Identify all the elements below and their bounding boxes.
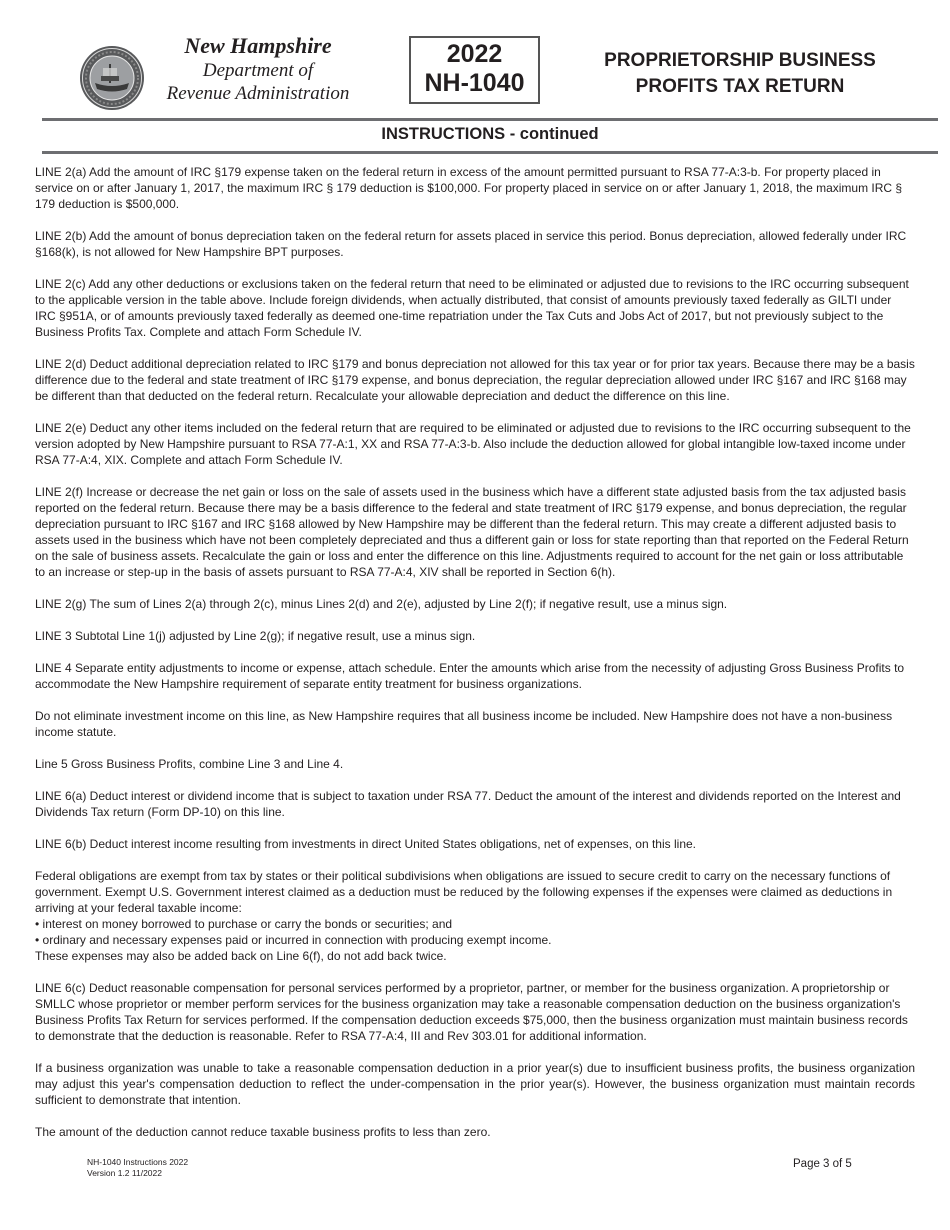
agency-department: Department of bbox=[202, 60, 314, 81]
paragraph-line-5: Line 5 Gross Business Profits, combine Line 3 and Line 4. bbox=[35, 757, 344, 771]
paragraph-line-2b: LINE 2(b) Add the amount of bonus depreciation taken on the federal return for assets placed in service this period. Bonus depreciation, allowed federally under IRC §168(k), is not allowed for New Hampshire BPT purposes. bbox=[35, 229, 907, 259]
paragraph-line-4: LINE 4 Separate entity adjustments to income or expense, attach schedule. Enter the amounts which arise from the necessity of adjusting Gross Business Profits to accommodate the New Hampshire requirement of separate entity treatment for business organizations. bbox=[35, 661, 905, 691]
paragraph-investment-income: Do not eliminate investment income on this line, as New Hampshire requires that all business income be included. New Hampshire does not have a non-business income statute. bbox=[35, 709, 893, 739]
form-title bbox=[590, 48, 890, 100]
section-heading: INSTRUCTIONS - continued bbox=[381, 125, 599, 143]
state-seal-icon bbox=[79, 45, 145, 111]
paragraph-line-2c: LINE 2(c) Add any other deductions or exclusions taken on the federal return that need to be eliminated or adjusted due to revisions to the IRC occurring subsequent to the applicable version in the table above. Include foreign dividends, when actually distributed, that consist of amounts previously taxed federally as GILTI under IRC §951A, or of amounts previously taxed federally as deemed one-time repatriation under the Tax Cuts and Jobs Act of 2017, but not previously subject to the Business Profits Tax. Complete and attach Form Schedule IV. bbox=[35, 277, 909, 339]
form-title-line2: PROFITS TAX RETURN bbox=[635, 76, 845, 97]
bullet-interest-on-money: • interest on money borrowed to purchase or carry the bonds or securities; and bbox=[35, 917, 453, 931]
form-id-box bbox=[409, 36, 540, 104]
footer-document-info bbox=[87, 1157, 188, 1179]
agency-state: New Hampshire bbox=[184, 33, 332, 58]
paragraph-line-6c: LINE 6(c) Deduct reasonable compensation for personal services performed by a proprietor, partner, or member for the business organization. A proprietorship or SMLLC whose proprietor or member perform services for the business organization may take a reasonable compensation deduction on the business organization's Business Profits Tax Return for services performed. If the compensation deduction exceeds $75,000, then the business organization must maintain business records to demonstrate that the deduction is reasonable. Refer to RSA 77-A:4, III and Rev 303.01 for additional information. bbox=[35, 981, 908, 1043]
agency-block bbox=[150, 33, 366, 105]
paragraph-line-2g: LINE 2(g) The sum of Lines 2(a) through 2(c), minus Lines 2(d) and 2(e), adjusted by Line 2(f); if negative result, use a minus sign. bbox=[35, 597, 728, 611]
paragraph-line-2d: LINE 2(d) Deduct additional depreciation related to IRC §179 and bonus depreciation not allowed for this tax year or for prior tax years. Because there may be a basis difference due to the federal and state treatment of IRC §179 expense, and bonus depreciation, the regular depreciation allowed under IRC §167 and IRC §168 may be different than that deducted on the federal return. Recalculate your allowable depreciation and deduct the difference on this line. bbox=[35, 357, 915, 403]
header-divider-bottom bbox=[42, 151, 938, 154]
paragraph-line-6a: LINE 6(a) Deduct interest or dividend income that is subject to taxation under RSA 77. Deduct the amount of the interest and dividends reported on the Interest and Dividends Tax return (Form DP-10) on this line. bbox=[35, 789, 901, 819]
agency-administration: Revenue Administration bbox=[166, 83, 350, 104]
form-number: NH-1040 bbox=[424, 69, 525, 97]
paragraph-line-2e: LINE 2(e) Deduct any other items included on the federal return that are required to be eliminated or adjusted due to revisions to the IRC occurring subsequent to the version adopted by New Hampshire pursuant to RSA 77-A:1, XX and RSA 77-A:3-b. Also include the deduction allowed for global intangible low-taxed income under RSA 77-A:4, XIX. Complete and attach Form Schedule IV. bbox=[35, 421, 911, 467]
form-year: 2022 bbox=[446, 40, 503, 68]
paragraph-add-back: These expenses may also be added back on Line 6(f), do not add back twice. bbox=[35, 949, 447, 963]
paragraph-deduction-limit: The amount of the deduction cannot reduce taxable business profits to less than zero. bbox=[35, 1125, 491, 1139]
header-divider-top bbox=[42, 118, 938, 121]
footer-doc-name: NH-1040 Instructions 2022 bbox=[87, 1157, 189, 1167]
footer-version: Version 1.2 11/2022 bbox=[87, 1168, 162, 1178]
paragraph-prior-year-compensation: If a business organization was unable to take a reasonable compensation deduction in a prior year(s) due to insufficient business profits, the business organization may adjust this year's compensation deduction to reflect the under-compensation in the prior year(s). However, the business organization must maintain records sufficient to demonstrate that intention. bbox=[35, 1061, 915, 1107]
instructions-body bbox=[35, 164, 915, 1156]
bullet-ordinary-expenses: • ordinary and necessary expenses paid or incurred in connection with producing exempt income. bbox=[35, 933, 552, 947]
paragraph-line-2a: LINE 2(a) Add the amount of IRC §179 expense taken on the federal return in excess of the amount permitted pursuant to RSA 77-A:3-b. For property placed in service on or after January 1, 2017, the maximum IRC § 179 deduction is $100,000. For property placed in service on or after January 1, 2018, the maximum IRC § 179 deduction is $500,000. bbox=[35, 165, 903, 211]
form-title-line1: PROPRIETORSHIP BUSINESS bbox=[604, 50, 876, 71]
paragraph-line-2f: LINE 2(f) Increase or decrease the net gain or loss on the sale of assets used in the business which have a different state adjusted basis from the tax adjusted basis reported on the federal return. Because there may be a basis difference to the federal and state treatment of IRC §179 expense, and bonus depreciation, the regular depreciation pursuant to IRC §167 and IRC §168 allowed by New Hampshire may be different than the federal return. This may create a different adjusted basis to assets used in the business which have not been completely depreciated and thus a different gain or loss for state reporting than that reported on the Federal Return on the sale of business assets. Recalculate the gain or loss and enter the difference on this line. Adjustments required to account for the net gain or loss attributable to an increase or step-up in the basis of assets pursuant to RSA 77-A:4, XIV shall be reported in Section 6(h). bbox=[35, 485, 909, 579]
page-number: Page 3 of 5 bbox=[793, 1158, 852, 1170]
paragraph-line-6b: LINE 6(b) Deduct interest income resulting from investments in direct United States obligations, net of expenses, on this line. bbox=[35, 837, 696, 851]
paragraph-line-3: LINE 3 Subtotal Line 1(j) adjusted by Line 2(g); if negative result, use a minus sign. bbox=[35, 629, 476, 643]
paragraph-federal-obligations: Federal obligations are exempt from tax by states or their political subdivisions when obligations are issued to secure credit to carry on the necessary functions of government. Exempt U.S. Government interest claimed as a deduction must be reduced by the following expenses if the expenses were claimed as deductions in arriving at your federal taxable income: bbox=[35, 869, 893, 915]
